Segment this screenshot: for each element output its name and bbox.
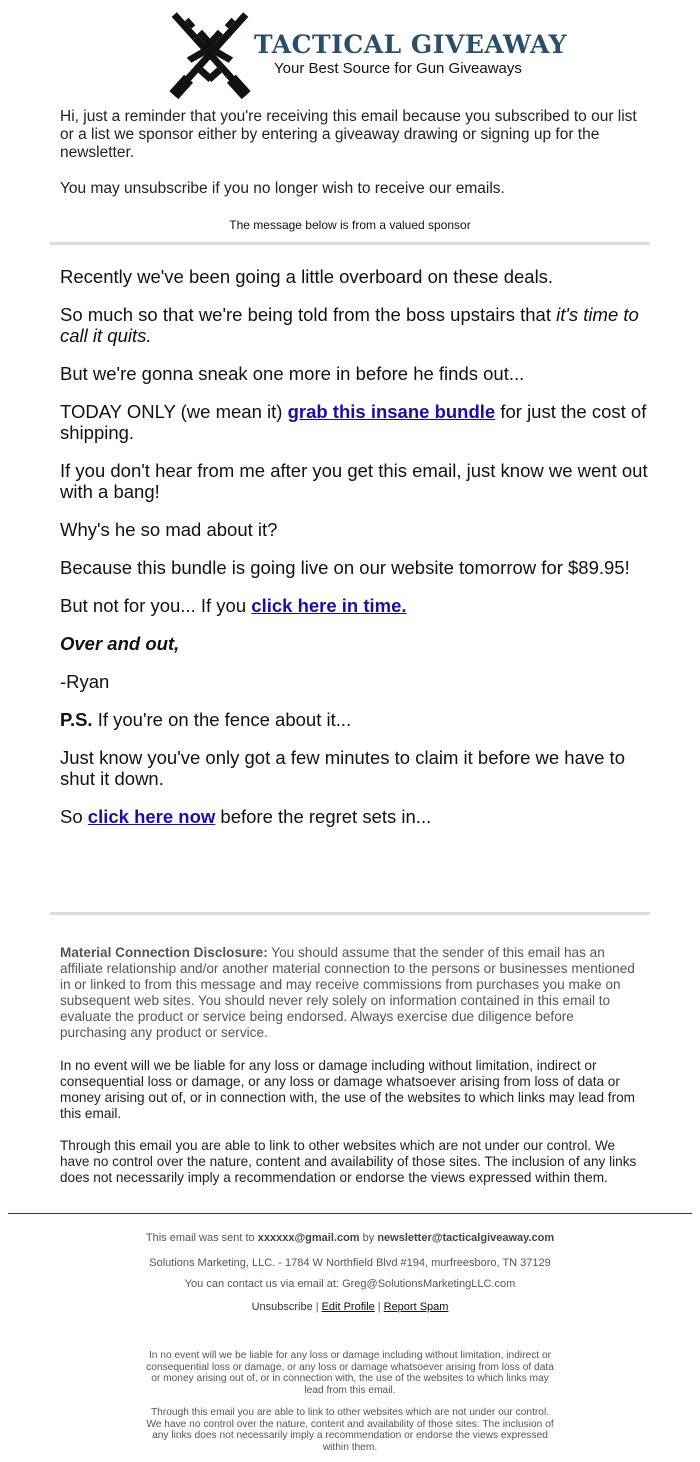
text: If you're on the fence about it... xyxy=(92,709,352,730)
contact-line: You can contact us via email at: Greg@SolutionsMarketingLLC.com xyxy=(184,1278,516,1290)
text: for just the cost of shipping. xyxy=(60,401,647,443)
recipient-email: xxxxxx@gmail.com xyxy=(257,1232,360,1244)
crossed-rifles-icon xyxy=(156,10,264,100)
text: before the regret sets in... xyxy=(215,806,432,827)
sponsor-note: The message below is from a valued sponsor xyxy=(229,218,471,232)
reminder-text: Hi, just a reminder that you're receiving this email because you subscribed to our list or a list we sponsor either by entering a giveaway drawing or signing up for the newsletter. xyxy=(60,108,637,161)
disclosure-label: Material Connection Disclosure: xyxy=(60,945,268,960)
logo-tagline: Your Best Source for Gun Giveaways xyxy=(274,60,522,77)
paragraph xyxy=(60,806,650,827)
edit-profile-link[interactable]: Edit Profile xyxy=(321,1301,375,1313)
bundle-link[interactable]: grab this insane bundle xyxy=(287,401,496,422)
separator: | xyxy=(315,1301,319,1313)
paragraph: Why's he so mad about it? xyxy=(60,519,278,540)
company-address: Solutions Marketing, LLC. - 1784 W Northfield Blvd #194, murfreesboro, TN 37129 xyxy=(149,1257,551,1269)
intro-section xyxy=(60,108,645,198)
paragraph xyxy=(60,304,650,346)
paragraph: But we're gonna sneak one more in before he finds out... xyxy=(60,363,525,384)
unsubscribe-note: You may unsubscribe if you no longer wish to receive our emails. xyxy=(60,180,505,197)
sender-email: newsletter@tacticalgiveaway.com xyxy=(377,1232,555,1244)
divider xyxy=(50,912,650,915)
message-body xyxy=(60,266,650,844)
logo-title: TACTICAL GIVEAWAY xyxy=(254,30,568,59)
disclosure-text xyxy=(60,945,640,1041)
paragraph: Recently we've been going a little overboard on these deals. xyxy=(60,266,554,287)
sent-to-line xyxy=(0,1232,700,1244)
brand-logo[interactable] xyxy=(150,8,568,100)
footer-liability: In no event will we be liable for any loss or damage including without limitation, indirect or consequential loss or damage, or any loss or damage whatsoever arising from loss of data or money arising out of, or in connection with, the use of the websites to which links may lead from this email. xyxy=(146,1350,554,1396)
ps-label: P.S. xyxy=(60,709,93,730)
text: TODAY ONLY (we mean it) xyxy=(60,401,288,422)
disclaimer-text: In no event will we be liable for any loss or damage including without limitation, indirect or consequential loss or damage, or any loss or damage whatsoever arising from loss of data or money arising out of, or in connection with, the use of the websites to which links may lead from this email. xyxy=(60,1058,635,1121)
separator: | xyxy=(377,1301,381,1313)
text: But not for you... If you xyxy=(60,595,252,616)
italic-text: it's time to call it quits. xyxy=(60,304,639,346)
unsubscribe-link[interactable]: Unsubscribe xyxy=(251,1301,313,1313)
paragraph xyxy=(60,401,650,443)
paragraph: If you don't hear from me after you get this email, just know we went out with a bang! xyxy=(60,460,648,502)
paragraph: Just know you've only got a few minutes to claim it before we have to shut it down. xyxy=(60,747,625,789)
text: by xyxy=(359,1232,378,1244)
click-here-now-link[interactable]: click here now xyxy=(87,806,216,827)
signature: -Ryan xyxy=(60,671,110,692)
material-disclosure xyxy=(60,945,640,1041)
disclaimer-text: Through this email you are able to link to other websites which are not under our control. We have no control over the nature, content and availability of those sites. The inclusion of any links does not necessarily imply a recommendation or endorse the views expressed within them. xyxy=(60,1138,637,1185)
paragraph xyxy=(60,709,650,730)
text: You should assume that the sender of this email has an affiliate relationship and/or another material connection to the persons or businesses mentioned in or linked to from this message and may receive commissions from purchases you make on subsequent web sites. You should never rely solely on information contained in this email to evaluate the product or service being endorsed. Always exercise due diligence before purchasing any product or service. xyxy=(60,945,635,1040)
click-here-in-time-link[interactable]: click here in time. xyxy=(251,595,407,616)
footer-divider xyxy=(8,1213,692,1214)
liability-disclaimer xyxy=(60,1058,640,1122)
footer-links xyxy=(0,1301,700,1313)
sign-off: Over and out, xyxy=(60,633,180,654)
text: This email was sent to xyxy=(145,1232,258,1244)
external-links-disclaimer xyxy=(60,1138,640,1186)
paragraph: Because this bundle is going live on our website tomorrow for $89.95! xyxy=(60,557,630,578)
paragraph xyxy=(60,595,650,616)
footer-external-links: Through this email you are able to link to other websites which are not under our control. We have no control over the nature, content and availability of those sites. The inclusion of any links does not necessarily imply a recommendation or endorse the views expressed within them. xyxy=(146,1407,554,1453)
text: So xyxy=(60,806,88,827)
divider xyxy=(50,242,650,245)
report-spam-link[interactable]: Report Spam xyxy=(383,1301,449,1313)
text: So much so that we're being told from the boss upstairs that xyxy=(60,304,557,325)
